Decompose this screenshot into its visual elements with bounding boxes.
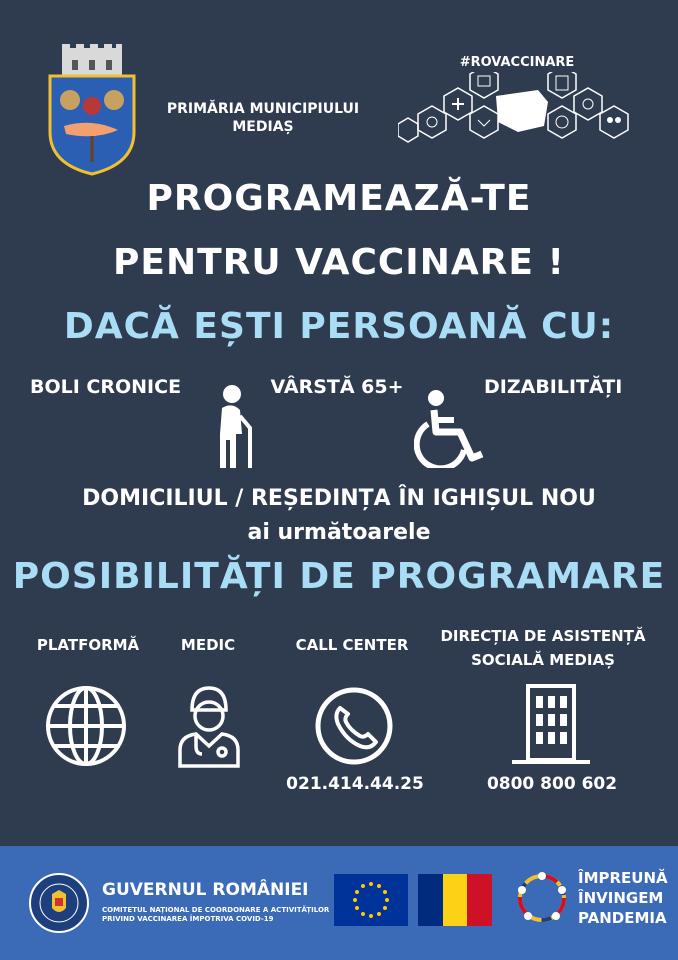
option-social-assistance-label xyxy=(428,624,658,672)
social-assistance-line-1: DIRECȚIA DE ASISTENȚĂ xyxy=(440,627,646,645)
elderly-person-icon xyxy=(210,382,260,472)
option-doctor-label: MEDIC xyxy=(180,636,236,654)
residence-line: DOMICILIUL / REȘEDINȚA ÎN IGHIȘUL NOU xyxy=(82,486,596,511)
doctor-icon xyxy=(176,684,242,768)
call-center-number: 021.414.44.25 xyxy=(286,774,424,794)
phone-icon xyxy=(312,684,396,768)
building-icon xyxy=(506,680,596,766)
slogan-line-3: PANDEMIA xyxy=(578,909,667,927)
rovaccinare-hashtag: #ROVACCINARE xyxy=(459,55,575,70)
organization-name xyxy=(148,100,378,136)
options-title: POSIBILITĂȚI DE PROGRAMARE xyxy=(12,556,666,597)
option-call-center-label: CALL CENTER xyxy=(295,636,409,654)
condition-age-65: VÂRSTĂ 65+ xyxy=(270,376,404,398)
social-assistance-line-2: SOCIALĂ MEDIAȘ xyxy=(471,651,615,669)
condition-chronic-diseases: BOLI CRONICE xyxy=(30,376,182,398)
medias-crest-logo xyxy=(46,44,138,176)
government-title: GUVERNUL ROMÂNIEI xyxy=(102,880,309,900)
slogan xyxy=(578,868,668,928)
romania-flag-icon xyxy=(418,874,492,926)
government-committee xyxy=(102,906,332,924)
vaccination-hexagon-icons xyxy=(398,72,638,152)
residence-subline: ai următoarele xyxy=(247,520,431,545)
government-seal-logo xyxy=(28,872,90,934)
eu-flag-icon xyxy=(334,874,408,926)
slogan-line-1: ÎMPREUNĂ xyxy=(578,869,668,887)
organization-city: MEDIAȘ xyxy=(232,119,294,135)
headline-line-2: PENTRU VACCINARE ! xyxy=(113,242,565,283)
wheelchair-icon xyxy=(414,388,490,468)
globe-icon xyxy=(44,684,128,768)
government-committee-line-2: PRIVIND VACCINAREA ÎMPOTRIVA COVID-19 xyxy=(102,915,274,923)
option-platform-label: PLATFORMĂ xyxy=(36,636,140,654)
impreuna-invingem-pandemia-logo xyxy=(512,868,572,928)
slogan-line-2: ÎNVINGEM xyxy=(578,889,664,907)
organization-line: PRIMĂRIA MUNICIPIULUI xyxy=(166,101,360,117)
headline-line-3: DACĂ EȘTI PERSOANĂ CU: xyxy=(63,306,615,347)
condition-disabilities: DIZABILITĂȚI xyxy=(484,376,623,398)
government-committee-line-1: COMITETUL NAȚIONAL DE COORDONARE A ACTIVITĂȚILOR xyxy=(102,906,330,914)
headline-line-1: PROGRAMEAZĂ-TE xyxy=(146,178,532,219)
social-assistance-number: 0800 800 602 xyxy=(486,774,618,794)
